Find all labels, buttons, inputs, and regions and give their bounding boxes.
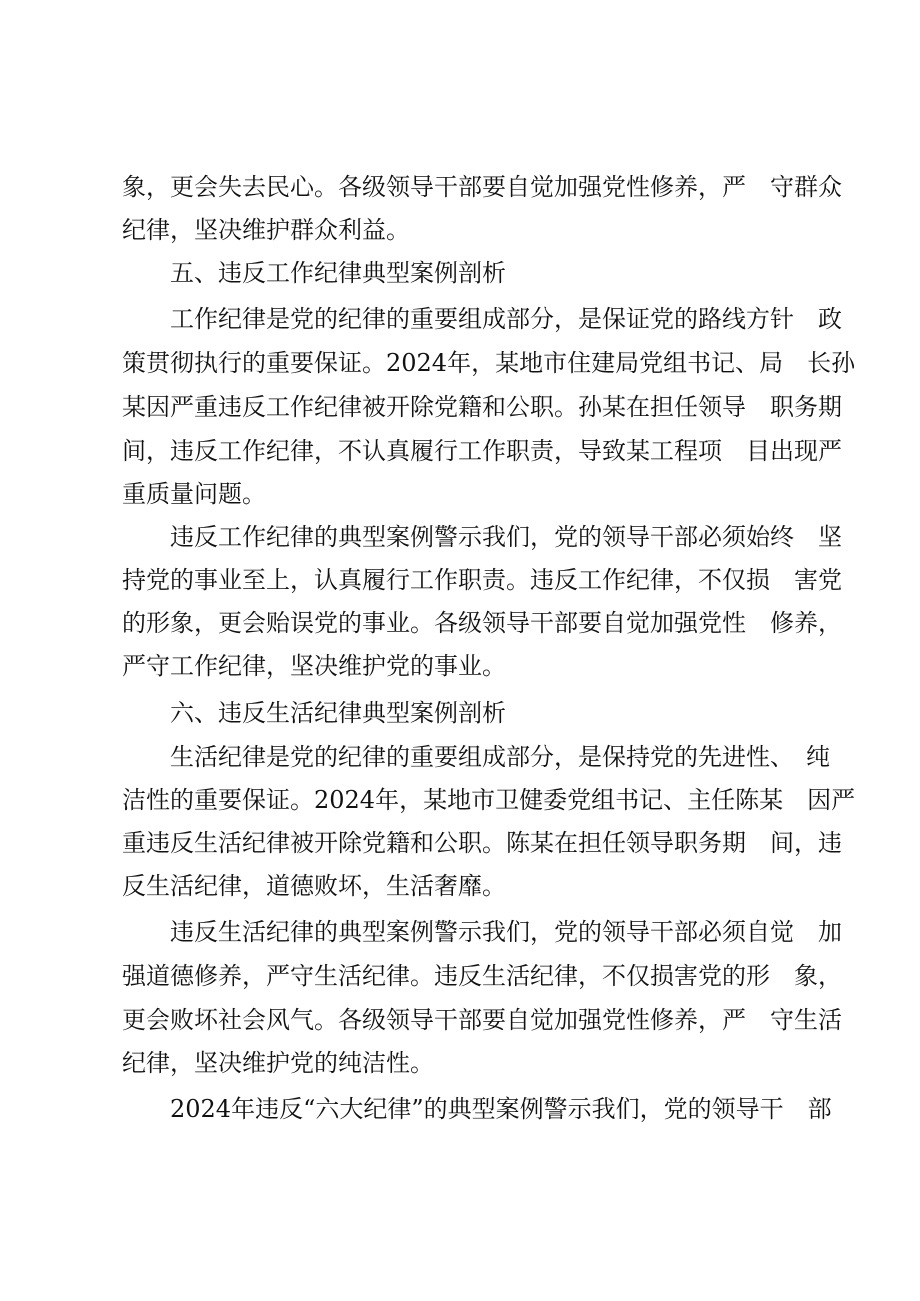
text-line: 的形象，更会贻误党的事业。各级领导干部要自觉加强党性 修养， — [122, 609, 842, 637]
text-line: 2024年违反“六大纪律”的典型案例警示我们，党的领导干 部 — [170, 1095, 832, 1123]
text-line: 更会败坏社会风气。各级领导干部要自觉加强党性修养，严 守生活 — [122, 1006, 842, 1034]
text-line: 违反生活纪律的典型案例警示我们，党的领导干部必须自觉 加 — [170, 918, 842, 946]
text-line: 洁性的重要保证。2024年，某地市卫健委党组书记、主任陈某 因严 — [122, 786, 856, 814]
section-heading: 六、违反生活纪律典型案例剖析 — [170, 699, 506, 727]
text-line: 强道德修养，严守生活纪律。违反生活纪律，不仅损害党的形 象， — [122, 962, 842, 990]
text-line: 工作纪律是党的纪律的重要组成部分，是保证党的路线方针 政 — [170, 305, 842, 333]
text-line: 重质量问题。 — [122, 480, 266, 508]
text-line: 违反工作纪律的典型案例警示我们，党的领导干部必须始终 坚 — [170, 523, 842, 551]
text-line: 某因严重违反工作纪律被开除党籍和公职。孙某在担任领导 职务期 — [122, 393, 842, 421]
text-line: 间，违反工作纪律，不认真履行工作职责，导致某工程项 目出现严 — [122, 437, 842, 465]
text-line: 象，更会失去民心。各级领导干部要自觉加强党性修养，严 守群众 — [122, 173, 842, 201]
text-line: 持党的事业至上，认真履行工作职责。违反工作纪律，不仅损 害党 — [122, 566, 842, 594]
text-line: 策贯彻执行的重要保证。2024年，某地市住建局党组书记、局 长孙 — [122, 349, 856, 377]
text-line: 反生活纪律，道德败坏，生活奢靡。 — [122, 872, 506, 900]
text-line: 生活纪律是党的纪律的重要组成部分，是保持党的先进性、 纯 — [170, 743, 830, 771]
section-heading: 五、违反工作纪律典型案例剖析 — [170, 259, 506, 287]
text-line: 严守工作纪律，坚决维护党的事业。 — [122, 652, 506, 680]
text-line: 重违反生活纪律被开除党籍和公职。陈某在担任领导职务期 间，违 — [122, 829, 842, 857]
text-line: 纪律，坚决维护群众利益。 — [122, 216, 410, 244]
text-line: 纪律，坚决维护党的纯洁性。 — [122, 1049, 434, 1077]
